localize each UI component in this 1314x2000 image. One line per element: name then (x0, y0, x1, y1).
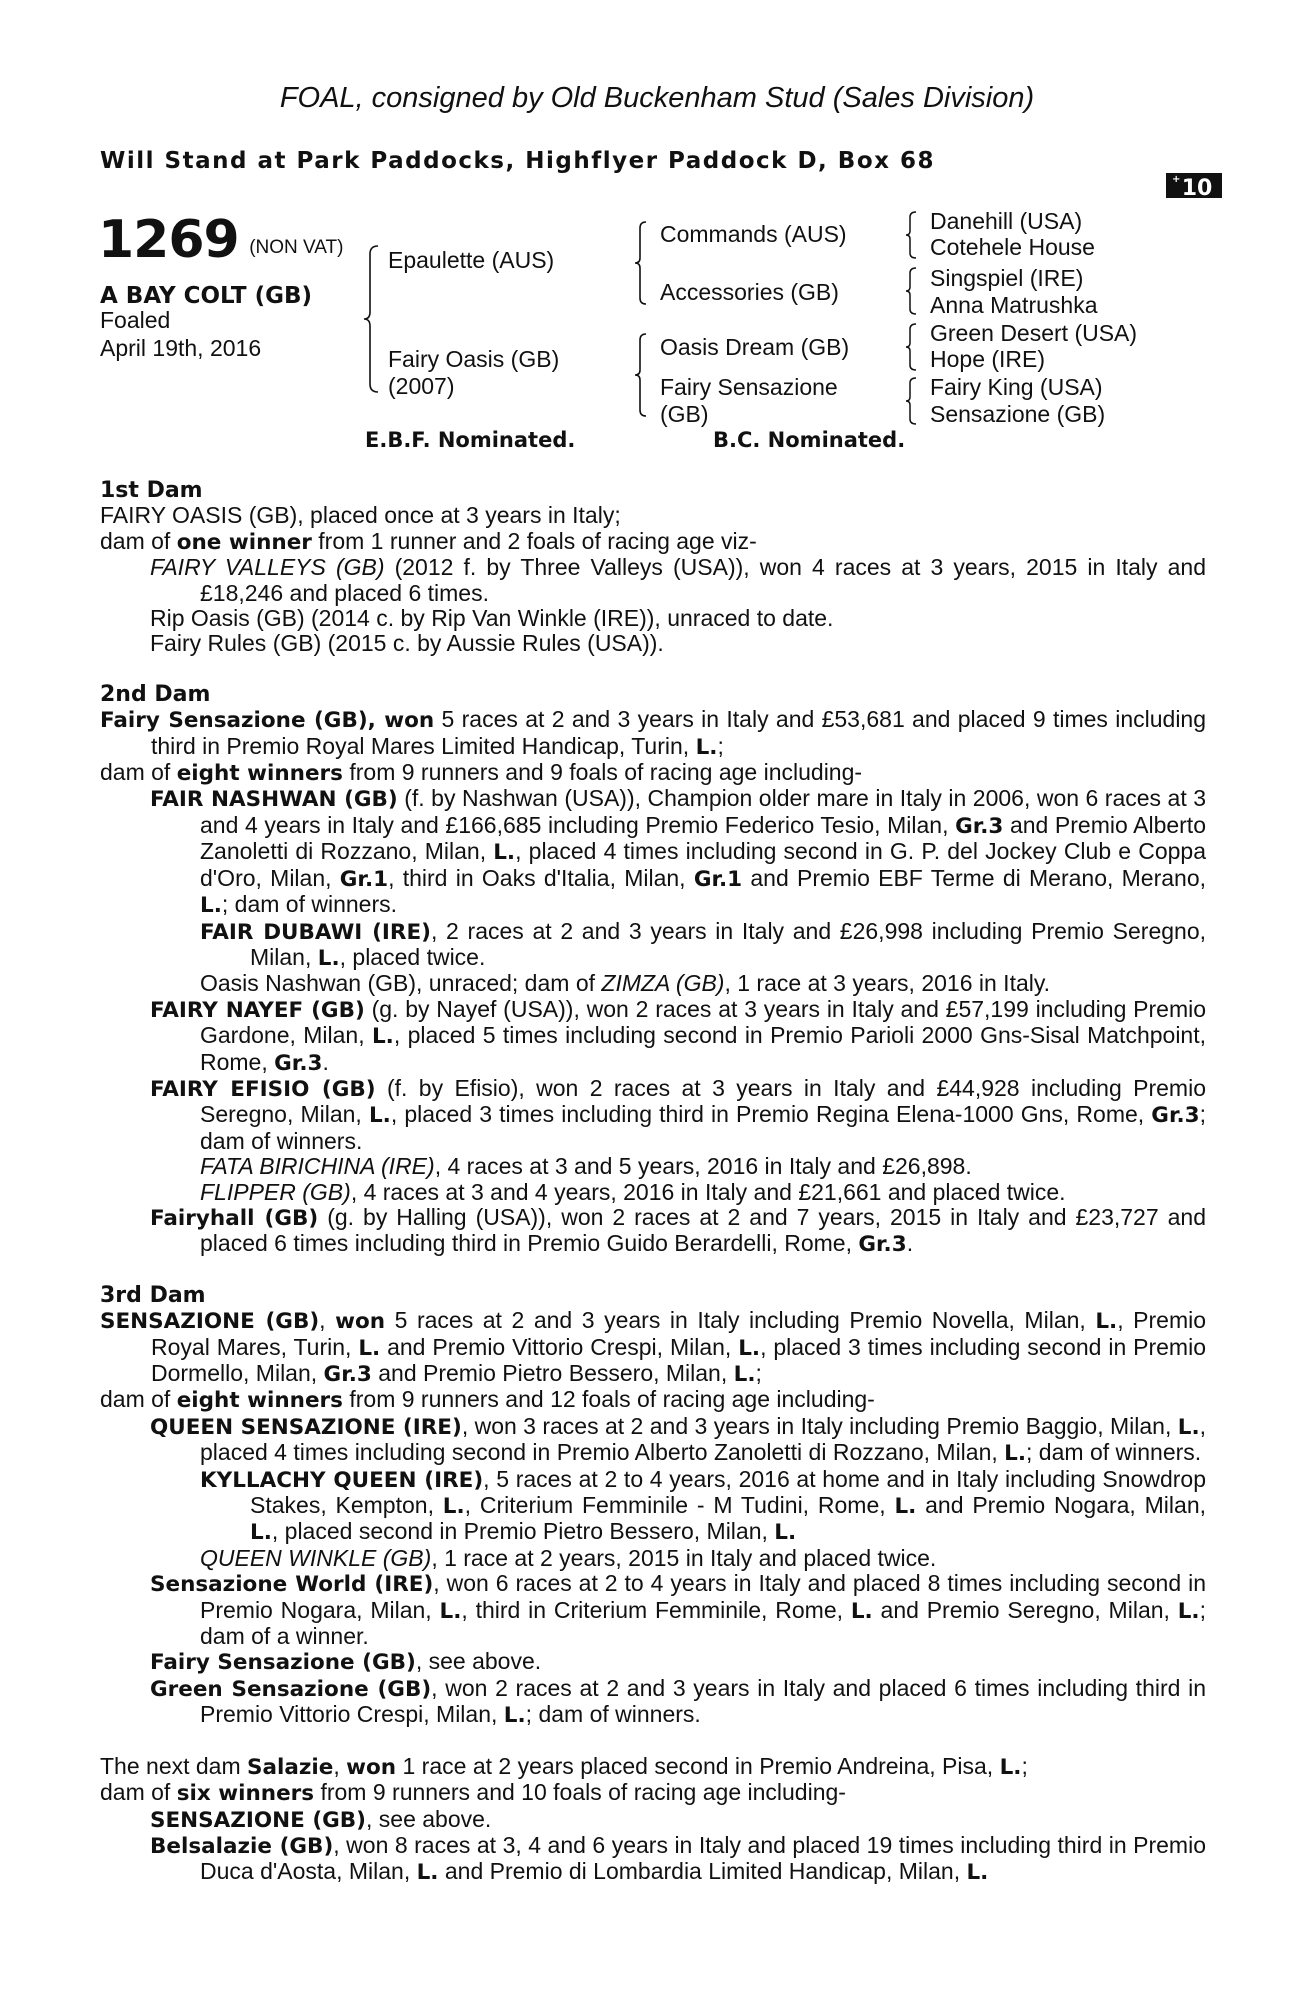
text: ; (755, 1360, 762, 1386)
pedigree-ggp: Sensazione (GB) (930, 401, 1106, 427)
progeny-entry (100, 1807, 1206, 1833)
grade: L. (733, 1362, 756, 1387)
pedigree-dam-sire: Oasis Dream (GB) (660, 334, 850, 360)
pedigree-dam-dam-country: (GB) (660, 401, 709, 427)
pedigree-ggp: Fairy King (USA) (930, 374, 1103, 400)
horse-name: SENSAZIONE (GB) (100, 1309, 320, 1335)
text: and Premio Pietro Bessero, Milan, (371, 1360, 734, 1386)
vat-status: (NON VAT) (249, 237, 344, 258)
text: Oasis Nashwan (GB), unraced; dam of (200, 970, 602, 997)
grade: L. (200, 893, 222, 919)
pedigree-ggp: Green Desert (USA) (930, 320, 1138, 346)
text: (g. by Halling (USA)), won 2 races at 2 and 7 years, 2015 in Italy and £23,727 and placed 6 times including third in Premio Guido Berardelli, Rome, (200, 1203, 1206, 1257)
progeny-entry (100, 1205, 1206, 1258)
text: , 4 races at 3 and 4 years, 2016 in Italy and £21,661 and placed twice. (350, 1178, 1066, 1205)
text: , won 8 races at 3, 4 and 6 years in Italy and placed 19 times including third in Premio Duca d'Aosta, Milan, (200, 1831, 1206, 1885)
stand-location: Will Stand at Park Paddocks, Highflyer Paddock D, Box 68 (100, 148, 935, 174)
text: , 1 race at 2 years, 2015 in Italy and placed twice. (431, 1544, 937, 1571)
pedigree-bracket-ggp-3 (904, 322, 918, 372)
text: 5 races at 2 and 3 years in Italy and £53,681 and placed 9 times including third in Premio Royal Mares Limited Handicap, Turin, (151, 706, 1207, 759)
progeny-entry (100, 1649, 1206, 1675)
text: , won 6 races at 2 to 4 years in Italy and placed 8 times including second in Premio Nogara, Milan, (200, 1570, 1206, 1623)
horse-name: QUEEN SENSAZIONE (IRE) (150, 1414, 462, 1440)
lot-heading (98, 210, 343, 270)
text: ; (1021, 1752, 1028, 1779)
text: , third in Oaks d'Italia, Milan, (388, 864, 694, 891)
lot-number: 1269 (98, 210, 239, 270)
spacer (100, 1258, 1206, 1283)
text: ; dam of a winner. (200, 1596, 1206, 1650)
grade: L. (358, 1335, 381, 1361)
progeny-entry (100, 1154, 1206, 1179)
horse-name: ZIMZA (GB) (601, 970, 725, 997)
text: , placed 4 times including second in Premio Alberto Zanoletti di Rozzano, Milan, (200, 1412, 1207, 1466)
first-dam-heading: 1st Dam (100, 478, 203, 503)
pedigree-sire: Epaulette (AUS) (388, 247, 555, 273)
text: . (906, 1230, 914, 1257)
second-dam-produce-line (100, 760, 1206, 786)
text: 1 race at 2 years placed second in Premio Andreina, Pisa, (396, 1752, 1000, 1779)
text: , (319, 1307, 336, 1334)
grade: L. (493, 840, 516, 866)
text: , placed twice. (339, 943, 486, 970)
progeny-entry (100, 971, 1206, 996)
text: (g. by Nayef (USA)), won 2 races at 3 years in Italy and £57,199 including Premio Gardone, Milan, (200, 995, 1207, 1049)
progeny-entry (100, 1414, 1206, 1467)
horse-name: Belsalazie (GB) (150, 1833, 334, 1859)
foaled-date: April 19th, 2016 (100, 335, 262, 361)
text: dam of (100, 1386, 177, 1413)
horse-name: FAIR DUBAWI (IRE) (200, 919, 431, 945)
pedigree-bracket-ggp-4 (904, 376, 918, 426)
third-dam-produce-line (100, 1387, 1206, 1413)
second-dam-heading: 2nd Dam (100, 681, 211, 707)
progeny-entry (100, 919, 1206, 972)
text: and Premio Nogara, Milan, (916, 1492, 1206, 1519)
grade: L. (1004, 1441, 1027, 1467)
grade: L. (738, 1335, 761, 1361)
bc-nomination: B.C. Nominated. (713, 428, 906, 452)
text: from 9 runners and 10 foals of racing age including- (314, 1779, 846, 1806)
badge-number: 10 (1181, 176, 1213, 198)
pedigree-dam-dam: Fairy Sensazione (660, 374, 838, 400)
winners-count: eight winners (176, 1388, 343, 1414)
pedigree-bracket-dam (633, 332, 649, 418)
text: and Premio di Lombardia Limited Handicap, Milan, (438, 1858, 967, 1885)
text: dam of (100, 759, 177, 786)
horse-name: FAIRY VALLEYS (GB) (150, 554, 385, 581)
ebf-nomination: E.B.F. Nominated. (365, 428, 576, 452)
horse-name: SENSAZIONE (GB) (150, 1807, 367, 1833)
text: (f. by Efisio), won 2 races at 3 years in Italy and £44,928 including Premio Seregno, Milan, (200, 1074, 1206, 1128)
grade: L. (442, 1494, 465, 1520)
won-label: won (384, 708, 435, 734)
second-dam-record (100, 707, 1206, 760)
text: , placed 5 times including second in Premio Parioli 2000 Gns-Sisal Matchpoint, Rome, (200, 1022, 1207, 1075)
grade: L. (1095, 1309, 1118, 1335)
progeny-entry (100, 997, 1206, 1076)
text: , third in Criterium Femminile, Rome, (461, 1596, 851, 1623)
text: ; dam of winners. (1026, 1439, 1202, 1466)
grade: L. (966, 1860, 989, 1886)
next-dam-produce-line (100, 1780, 1206, 1806)
text: and Premio Seregno, Milan, (872, 1596, 1178, 1623)
grade: L. (416, 1860, 439, 1886)
progeny-entry (100, 1546, 1206, 1571)
won-label: won (346, 1754, 397, 1780)
progeny-entry (100, 1571, 1206, 1649)
text: , Premio Royal Mares, Turin, (151, 1307, 1207, 1360)
grade: L. (850, 1598, 873, 1624)
horse-name: KYLLACHY QUEEN (IRE) (200, 1467, 484, 1493)
grade: L. (894, 1494, 917, 1520)
progeny-entry (100, 1833, 1206, 1886)
pedigree-sire-sire: Commands (AUS) (660, 221, 847, 247)
text: , placed 4 times including second in G. P. del Jockey Club e Coppa d'Oro, Milan, (200, 838, 1206, 891)
grade: L. (317, 945, 340, 971)
grade: L. (774, 1520, 797, 1546)
progeny-entry: Fairy Rules (GB) (2015 c. by Aussie Rules (USA)). (150, 630, 664, 657)
grade: L. (1177, 1414, 1200, 1440)
text: from 9 runners and 9 foals of racing age including- (342, 759, 863, 786)
spacer (100, 657, 1206, 682)
won-label: won (335, 1309, 386, 1335)
text: and Premio EBF Terme di Merano, Merano, (742, 864, 1206, 891)
consignor-line: FOAL, consigned by Old Buckenham Stud (Sales Division) (279, 82, 1035, 114)
text: , placed 3 times including third in Premio Regina Elena-1000 Gns, Rome, (390, 1101, 1152, 1128)
grade: Gr.3 (858, 1232, 907, 1258)
horse-name: QUEEN WINKLE (GB) (200, 1544, 432, 1571)
text: dam of (100, 1779, 177, 1806)
text: , 5 races at 2 to 4 years, 2016 at home and in Italy including Snowdrop Stakes, Kempton, (250, 1465, 1206, 1519)
pedigree-dam: Fairy Oasis (GB) (388, 346, 560, 372)
text: . (322, 1048, 329, 1075)
winners-count: six winners (176, 1781, 315, 1807)
text: , (367, 708, 385, 734)
grade: Gr.1 (339, 866, 389, 892)
lot-title: A BAY COLT (GB) (100, 283, 313, 309)
progeny-entry (100, 1180, 1206, 1205)
grade: L. (371, 1024, 394, 1050)
text: 5 races at 2 and 3 years in Italy including Premio Novella, Milan, (385, 1307, 1096, 1334)
grade: L. (250, 1520, 272, 1546)
text: , (333, 1752, 347, 1779)
pedigree-ggp: Hope (IRE) (930, 346, 1046, 372)
foaled-label: Foaled (100, 307, 171, 333)
grade: L. (695, 734, 718, 760)
text: ; (717, 732, 724, 759)
day-badge (1166, 173, 1224, 199)
foaled-info (100, 306, 261, 362)
text: ; dam of winners. (525, 1701, 701, 1728)
text: from 9 runners and 12 foals of racing age including- (342, 1386, 875, 1413)
horse-name: Fairy Sensazione (GB) (100, 708, 368, 734)
grade: L. (1177, 1598, 1200, 1624)
horse-name: FAIRY NAYEF (GB) (150, 997, 365, 1023)
horse-name: Sensazione World (IRE) (150, 1572, 434, 1598)
grade: Gr.1 (693, 866, 743, 892)
text: The next dam (100, 1752, 248, 1779)
horse-name: FATA BIRICHINA (IRE) (200, 1153, 435, 1180)
pedigree-ggp: Singspiel (IRE) (930, 265, 1084, 291)
pedigree-sire-dam: Accessories (GB) (660, 279, 839, 305)
grade: L. (439, 1598, 462, 1624)
first-dam-line: FAIRY OASIS (GB), placed once at 3 years in Italy; (100, 502, 621, 529)
pedigree-ggp: Danehill (USA) (930, 208, 1083, 234)
horse-name: FAIR NASHWAN (GB) (150, 787, 398, 813)
third-dam-heading: 3rd Dam (100, 1282, 206, 1308)
next-dam-record (100, 1754, 1206, 1780)
badge-plus: + (1172, 174, 1181, 185)
pedigree-ggp: Cotehele House (930, 234, 1095, 260)
pedigree-bracket-main (362, 244, 382, 394)
winners-count: one winner (176, 529, 312, 555)
horse-name: Fairy Sensazione (GB) (150, 1650, 416, 1676)
third-dam-record (100, 1308, 1206, 1387)
grade: L. (503, 1703, 526, 1729)
text: ; dam of winners. (200, 1101, 1206, 1154)
text: from 1 runner and 2 foals of racing age viz- (311, 527, 757, 554)
text: , won 2 races at 2 and 3 years in Italy and placed 6 times including third in Premio Vittorio Crespi, Milan, (200, 1674, 1206, 1728)
horse-name: FLIPPER (GB) (200, 1178, 351, 1205)
pedigree-bracket-sire (633, 220, 649, 306)
pedigree-ggp: Anna Matrushka (930, 292, 1098, 318)
horse-name: Salazie (247, 1754, 334, 1780)
spacer (100, 1729, 1206, 1754)
progeny-entry: Rip Oasis (GB) (2014 c. by Rip Van Winkle (IRE)), unraced to date. (150, 605, 834, 632)
text: , placed 3 times including second in Premio Dormello, Milan, (151, 1333, 1206, 1386)
text: , placed second in Premio Pietro Bessero, Milan, (271, 1518, 775, 1545)
text: dam of (100, 527, 177, 554)
produce-record (100, 478, 1206, 1886)
grade: Gr.3 (274, 1050, 323, 1076)
progeny-entry (100, 555, 1206, 606)
pedigree-bracket-ggp-2 (904, 266, 918, 316)
progeny-entry (100, 786, 1206, 918)
text: , 1 race at 3 years, 2016 in Italy. (724, 970, 1051, 997)
progeny-entry (100, 1076, 1206, 1154)
grade: Gr.3 (323, 1362, 372, 1387)
text: , 2 races at 2 and 3 years in Italy and £26,998 including Premio Seregno, Milan, (250, 917, 1207, 970)
text: , see above. (415, 1648, 542, 1675)
progeny-entry (100, 1676, 1206, 1729)
grade: Gr.3 (1151, 1103, 1200, 1129)
text: and Premio Alberto Zanoletti di Rozzano, Milan, (200, 811, 1206, 865)
text: , won 3 races at 2 and 3 years in Italy including Premio Baggio, Milan, (461, 1412, 1178, 1439)
horse-name: FAIRY EFISIO (GB) (150, 1076, 376, 1102)
grade: L. (368, 1103, 391, 1129)
text: , 4 races at 3 and 5 years, 2016 in Italy and £26,898. (434, 1153, 972, 1180)
text: , see above. (366, 1805, 492, 1832)
progeny-entry (100, 1467, 1206, 1546)
text: (f. by Nashwan (USA)), Champion older mare in Italy in 2006, won 6 races at 3 and 4 years in Italy and £166,685 including Premio Federico Tesio, Milan, (200, 785, 1206, 838)
badge-background (1166, 173, 1222, 198)
text: ; dam of winners. (221, 891, 398, 918)
grade: Gr.3 (955, 813, 1004, 839)
text: (2012 f. by Three Valleys (USA)), won 4 races at 3 years, 2015 in Italy and £18,246 and placed 6 times. (200, 554, 1206, 606)
pedigree-bracket-ggp-1 (904, 210, 918, 260)
horse-name: Green Sensazione (GB) (150, 1676, 432, 1702)
first-dam-produce-line (100, 529, 1206, 555)
grade: L. (999, 1754, 1022, 1780)
text: , Criterium Femminile - M Tudini, Rome, (464, 1492, 895, 1519)
horse-name: Fairyhall (GB) (150, 1205, 319, 1231)
winners-count: eight winners (176, 761, 343, 787)
pedigree-dam-year: (2007) (388, 373, 455, 399)
text: and Premio Vittorio Crespi, Milan, (380, 1333, 739, 1360)
